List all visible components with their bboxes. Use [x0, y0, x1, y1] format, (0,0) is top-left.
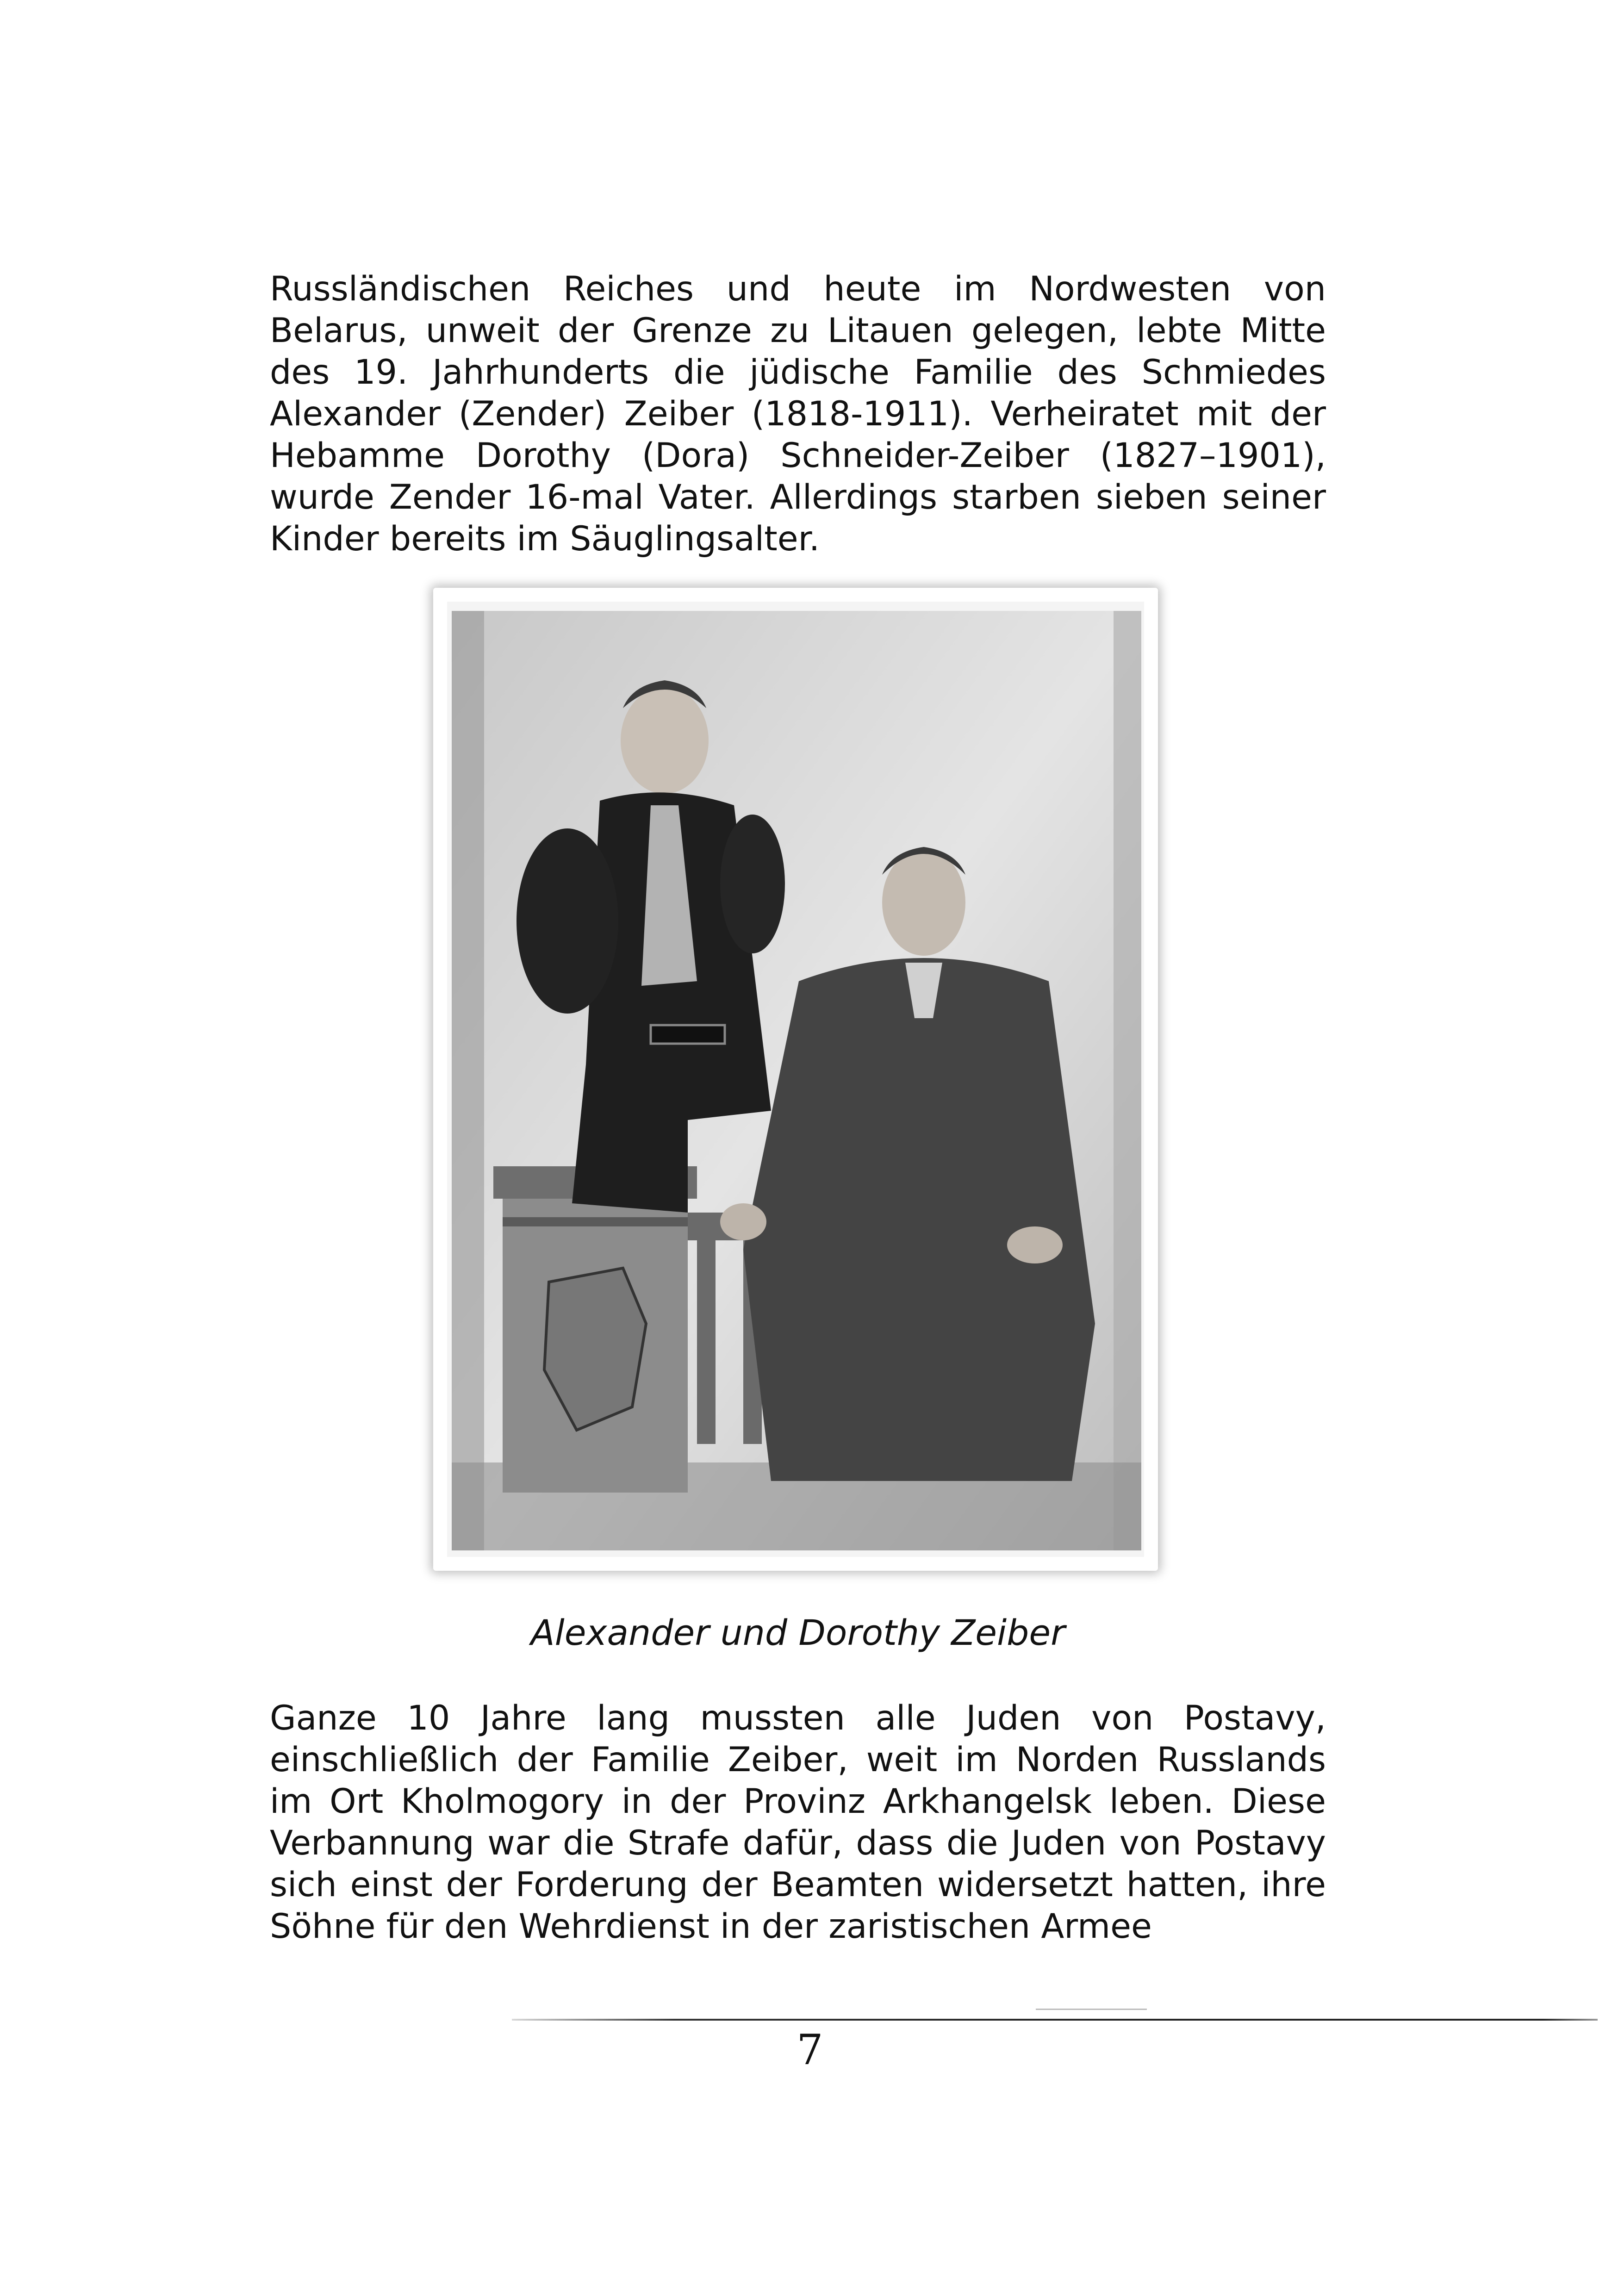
photo-image [447, 602, 1144, 1557]
footer-rule [512, 2019, 1598, 2021]
footer-accent-line [1036, 2009, 1147, 2010]
body-paragraph-1: Russländischen Reiches und heute im Nordwesten von Belarus, unweit der Grenze zu Litauen gelegen, lebte Mitte des 19. Jahrhunderts die jüdische Familie des Schmiedes Alexander (Zender) Zeiber (1818-1911). Verheiratet mit der Hebamme Dorothy (Dora) Schneider-Zeiber (1827–1901), wurde Zender 16-mal Vater. Allerdings starben sieben seiner Kinder bereits im Säuglingsalter. [270, 269, 1326, 559]
page-number: 7 [797, 2026, 823, 2074]
photo-caption: Alexander und Dorothy Zeiber [530, 1612, 1065, 1653]
body-paragraph-2: Ganze 10 Jahre lang mussten alle Juden von Postavy, einschließlich der Familie Zeiber, weit im Norden Russlands im Ort Kholmogory in der Provinz Arkhangelsk leben. Diese Verbannung war die Strafe dafür, dass die Juden von Postavy sich einst der Forderung der Beamten widersetzt hatten, ihre Söhne für den Wehrdienst in der zaristischen Armee [270, 1699, 1326, 1946]
historical-photo [433, 588, 1158, 1571]
